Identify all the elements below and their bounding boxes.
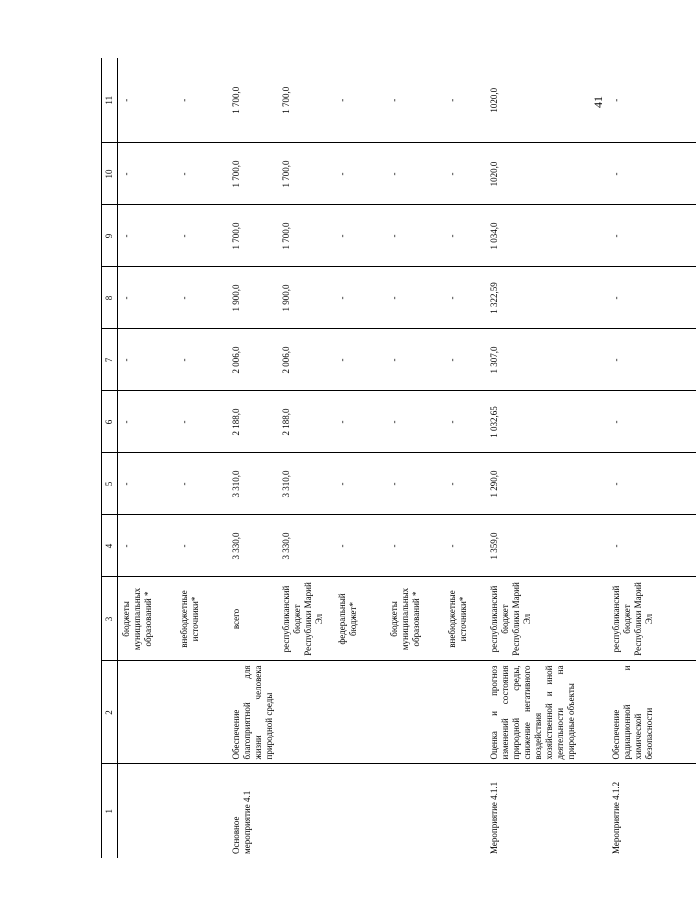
event-code-cell: Мероприятие 4.1.2 [610,781,621,854]
funding-source-cell: внебюджетные источники* [176,577,228,661]
table-row [278,58,334,858]
value-cell: - [608,58,696,143]
value-cell: 1 900,0 [228,267,278,329]
column-number: 2 [102,661,118,764]
value-cell: 1 700,0 [228,205,278,267]
value-cell: - [608,391,696,453]
value-cell: 1 034,0 [486,205,608,267]
value-cell: - [386,391,444,453]
value-cell: - [118,58,176,143]
value-cell: 1 359,0 [486,515,608,577]
value-cell: - [444,205,486,267]
event-code-cell [386,764,444,858]
event-name-cell [278,661,334,764]
rotated-page [101,86,654,858]
value-cell: - [334,143,386,205]
value-cell: - [386,58,444,143]
value-cell: - [176,391,228,453]
value-cell: - [176,515,228,577]
value-cell: - [444,267,486,329]
funding-source-cell: всего [228,577,278,661]
value-cell: 2 188,0 [278,391,334,453]
event-code-cell [176,764,228,858]
funding-source-cell: республиканский бюджет Республики Марий Эл [486,577,608,661]
value-cell: 1 900,0 [278,267,334,329]
funding-source-cell: бюджеты муниципальных образований * [386,577,444,661]
value-cell: 1 290,0 [486,453,608,515]
event-name-cell [444,661,486,764]
value-cell: 2 006,0 [228,329,278,391]
budget-table [101,58,696,858]
funding-source-cell: бюджеты муниципальных образований * [118,577,176,661]
value-cell: 3 310,0 [228,453,278,515]
value-cell: - [334,329,386,391]
page-number: 41 [591,96,605,108]
table-row [608,58,696,858]
value-cell: 3 330,0 [228,515,278,577]
value-cell: - [118,515,176,577]
table-row [386,58,444,858]
value-cell: - [176,267,228,329]
event-name-cell: Оценка и прогноз изменений состояния природной среды, снижение негативного воздействия хозяйственной и иной деятельности на природные объекты [486,661,608,764]
value-cell: - [386,143,444,205]
value-cell: 1020,0 [486,143,608,205]
value-cell: 1 700,0 [228,58,278,143]
value-cell: - [386,515,444,577]
column-number: 9 [102,205,118,267]
value-cell: - [444,515,486,577]
value-cell: 1 700,0 [228,143,278,205]
column-number: 11 [102,58,118,143]
value-cell: - [334,515,386,577]
value-cell: - [118,453,176,515]
value-cell: - [334,267,386,329]
event-code-cell: Мероприятие 4.1.1 [488,781,499,854]
column-number: 3 [102,577,118,661]
funding-source-cell: республиканский бюджет Республики Марий Эл [278,577,334,661]
column-number: 8 [102,267,118,329]
event-name-cell [118,661,176,764]
value-cell: - [176,143,228,205]
value-cell: 3 330,0 [278,515,334,577]
column-number: 10 [102,143,118,205]
value-cell: - [334,453,386,515]
value-cell: 1 700,0 [278,205,334,267]
event-name-cell: Обеспечение благоприятной для жизни человека природной среды [228,661,278,764]
value-cell: - [444,453,486,515]
table-row [228,58,278,858]
value-cell: 1 322,59 [486,267,608,329]
table-row [486,58,608,858]
funding-source-cell: внебюджетные источники* [444,577,486,661]
table-row [444,58,486,858]
table-row [334,58,386,858]
event-code-cell [278,764,334,858]
value-cell: - [608,329,696,391]
event-name-cell [386,661,444,764]
value-cell: - [444,143,486,205]
value-cell: - [334,58,386,143]
column-number: 1 [102,764,118,858]
funding-source-cell: республиканский бюджет Республики Марий Эл [608,577,696,661]
event-code-cell [444,764,486,858]
value-cell: - [608,267,696,329]
value-cell: 1 700,0 [278,143,334,205]
table-row [118,58,176,858]
value-cell: 1020,0 [486,58,608,143]
value-cell: 3 310,0 [278,453,334,515]
funding-source-cell: федеральный бюджет* [334,577,386,661]
value-cell: 1 032,65 [486,391,608,453]
column-number: 4 [102,515,118,577]
table-row [176,58,228,858]
event-name-cell: Обеспечение радиационной и химической безопасности [608,661,696,764]
value-cell: - [386,453,444,515]
value-cell: - [334,391,386,453]
event-code-cell: Основное мероприятие 4.1 [230,790,252,854]
column-number: 5 [102,453,118,515]
value-cell: - [608,453,696,515]
value-cell: - [118,267,176,329]
column-number: 7 [102,329,118,391]
value-cell: - [176,205,228,267]
column-number-row [102,58,118,858]
value-cell: - [444,329,486,391]
event-name-cell [176,661,228,764]
value-cell: - [118,329,176,391]
value-cell: - [176,58,228,143]
column-number: 6 [102,391,118,453]
event-code-cell [334,764,386,858]
value-cell: - [386,329,444,391]
value-cell: - [608,515,696,577]
value-cell: 2 188,0 [228,391,278,453]
value-cell: 1 700,0 [278,58,334,143]
value-cell: - [386,205,444,267]
value-cell: - [118,391,176,453]
value-cell: - [176,453,228,515]
value-cell: - [608,205,696,267]
value-cell: - [176,329,228,391]
value-cell: 1 307,0 [486,329,608,391]
event-name-cell [334,661,386,764]
value-cell: - [334,205,386,267]
value-cell: - [118,205,176,267]
value-cell: 2 006,0 [278,329,334,391]
value-cell: - [444,58,486,143]
event-code-cell [118,764,176,858]
value-cell: - [118,143,176,205]
value-cell: - [608,143,696,205]
value-cell: - [386,267,444,329]
value-cell: - [444,391,486,453]
